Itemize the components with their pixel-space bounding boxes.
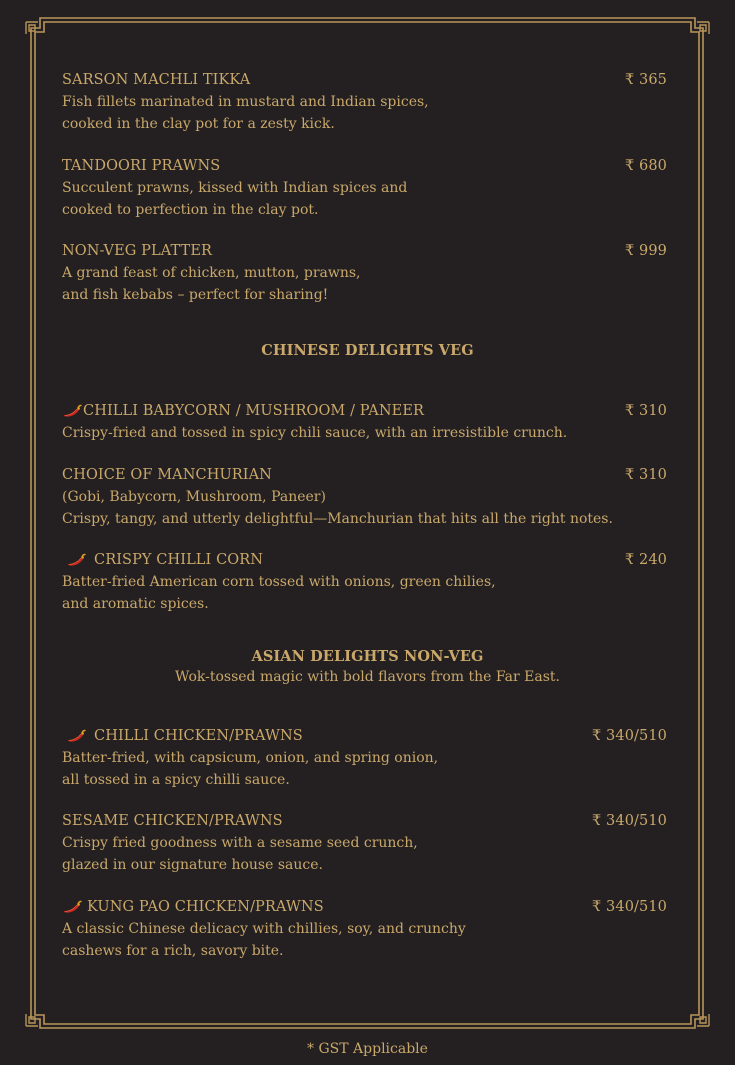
menu-item (62, 464, 667, 530)
item-price: ₹ 340/510 (592, 899, 667, 915)
item-price: ₹ 310 (624, 403, 667, 419)
section-header (0, 647, 735, 687)
menu-item (62, 725, 667, 791)
section-subtitle: Wok-tossed magic with bold flavors from the Far East. (175, 669, 560, 685)
item-description-line: A classic Chinese delicacy with chillies, soy, and crunchy (62, 921, 466, 937)
item-description-line: (Gobi, Babycorn, Mushroom, Paneer) (62, 489, 326, 505)
menu-item (62, 810, 667, 876)
item-name: SESAME CHICKEN/PRAWNS (62, 813, 283, 829)
item-description-line: Batter-fried American corn tossed with onions, green chilies, (62, 574, 496, 590)
menu-item (62, 896, 667, 962)
menu-item (62, 400, 667, 444)
item-name: SARSON MACHLI TIKKA (62, 72, 251, 88)
section-title: CHINESE DELIGHTS VEG (261, 342, 474, 359)
item-description-line: and aromatic spices. (62, 596, 209, 612)
item-price: ₹ 240 (624, 552, 667, 568)
item-price: ₹ 340/510 (592, 728, 667, 744)
item-description-line: cashews for a rich, savory bite. (62, 943, 284, 959)
item-price: ₹ 310 (624, 467, 667, 483)
section-header (0, 341, 735, 361)
item-description-line: Batter-fried, with capsicum, onion, and spring onion, (62, 750, 439, 766)
item-name: TANDOORI PRAWNS (62, 158, 221, 174)
item-description-line: Fish fillets marinated in mustard and Indian spices, (62, 94, 429, 110)
menu-item (62, 549, 667, 615)
menu-item (62, 69, 667, 135)
chili-pepper-icon (66, 553, 86, 567)
item-description-line: glazed in our signature house sauce. (62, 857, 323, 873)
item-description-line: cooked to perfection in the clay pot. (62, 202, 319, 218)
item-description-line: Succulent prawns, kissed with Indian spices and (62, 180, 408, 196)
menu-item (62, 155, 667, 221)
item-description-line: and fish kebabs – perfect for sharing! (62, 287, 329, 303)
item-name: NON-VEG PLATTER (62, 243, 213, 259)
item-description-line: Crispy, tangy, and utterly delightful—Manchurian that hits all the right notes. (62, 511, 613, 527)
item-description-line: Crispy-fried and tossed in spicy chili sauce, with an irresistible crunch. (62, 425, 568, 441)
item-price: ₹ 340/510 (592, 813, 667, 829)
chili-pepper-icon (62, 404, 82, 418)
chili-pepper-icon (66, 729, 86, 743)
item-price: ₹ 680 (624, 158, 667, 174)
gst-footnote: * GST Applicable (307, 1041, 428, 1057)
menu-item (62, 240, 667, 306)
item-name: CHILLI BABYCORN / MUSHROOM / PANEER (83, 403, 425, 419)
item-name: CHOICE OF MANCHURIAN (62, 467, 272, 483)
item-name: CHILLI CHICKEN/PRAWNS (94, 728, 303, 744)
item-price: ₹ 999 (624, 243, 667, 259)
item-description-line: A grand feast of chicken, mutton, prawns, (62, 265, 361, 281)
item-name: KUNG PAO CHICKEN/PRAWNS (87, 899, 324, 915)
chili-pepper-icon (62, 900, 82, 914)
section-title: ASIAN DELIGHTS NON-VEG (251, 648, 484, 665)
item-description-line: Crispy fried goodness with a sesame seed crunch, (62, 835, 418, 851)
item-name: CRISPY CHILLI CORN (94, 552, 264, 568)
item-description-line: all tossed in a spicy chilli sauce. (62, 772, 290, 788)
item-price: ₹ 365 (624, 72, 667, 88)
item-description-line: cooked in the clay pot for a zesty kick. (62, 116, 335, 132)
